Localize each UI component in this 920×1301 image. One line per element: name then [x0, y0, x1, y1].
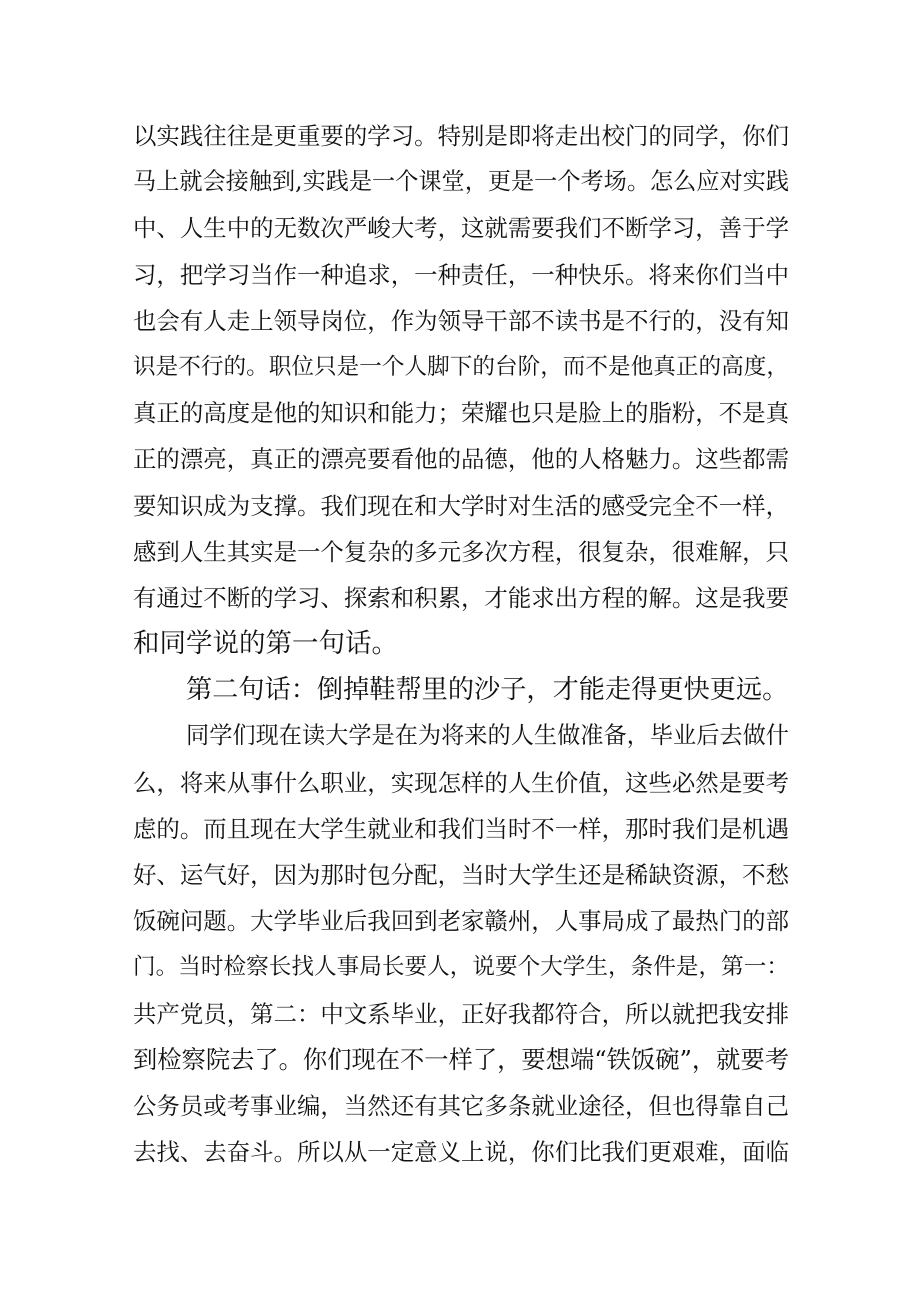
- paragraph: [133, 667, 789, 713]
- text-line: 真正的高度是他的知识和能力；荣耀也只是脸上的脂粉，不是真: [133, 399, 789, 428]
- text-line: 感到人生其实是一个复杂的多元多次方程，很复杂，很难解，只: [133, 537, 789, 566]
- text-line: 习，把学习当作一种追求，一种责任，一种快乐。将来你们当中: [133, 260, 789, 289]
- text-line: 同学们现在读大学是在为将来的人生做准备，毕业后去做什: [186, 722, 789, 750]
- text-line: 到检察院去了。你们现在不一样了，要想端“铁饭碗”，就要考: [133, 1044, 789, 1074]
- text-line: 门。当时检察长找人事局长要人，说要个大学生，条件是，第一：: [133, 954, 789, 981]
- text-line: 好、运气好，因为那时包分配，当时大学生还是稀缺资源，不愁: [133, 861, 789, 889]
- paragraph: [133, 113, 789, 667]
- text-line: 饭碗问题。大学毕业后我回到老家赣州，人事局成了最热门的部: [133, 907, 789, 936]
- text-line: 有通过不断的学习、探索和积累，才能求出方程的解。这是我要: [133, 583, 789, 612]
- text-line: 去找、去奋斗。所以从一定意义上说，你们比我们更艰难，面临: [133, 1138, 789, 1167]
- text-line: 中、人生中的无数次严峻大考，这就需要我们不断学习，善于学: [133, 214, 789, 243]
- text-line: 公务员或考事业编，当然还有其它多条就业途径，但也得靠自己: [133, 1091, 789, 1120]
- body-text: [133, 113, 789, 1175]
- text-line: 也会有人走上领导岗位，作为领导干部不读书是不行的，没有知: [133, 306, 789, 335]
- text-line: 马上就会接触到,实践是一个课堂，更是一个考场。怎么应对实践: [133, 168, 789, 196]
- text-line: 以实践往往是更重要的学习。特别是即将走出校门的同学，你们: [133, 122, 789, 150]
- paragraph: [133, 713, 789, 1175]
- text-line: 要知识成为支撑。我们现在和大学时对生活的感受完全不一样，: [133, 491, 789, 520]
- text-line: 和同学说的第一句话。: [133, 628, 398, 660]
- text-line: 么，将来从事什么职业，实现怎样的人生价值，这些必然是要考: [133, 768, 789, 797]
- text-line: 正的漂亮，真正的漂亮要看他的品德，他的人格魅力。这些都需: [133, 445, 789, 474]
- text-line: 识是不行的。职位只是一个人脚下的台阶，而不是他真正的高度，: [133, 353, 789, 380]
- text-line: 第二句话：倒掉鞋帮里的沙子，才能走得更快更远。: [186, 675, 789, 706]
- text-line: 共产党员，第二：中文系毕业，正好我都符合，所以就把我安排: [133, 999, 789, 1028]
- text-line: 虑的。而且现在大学生就业和我们当时不一样，那时我们是机遇: [133, 814, 789, 843]
